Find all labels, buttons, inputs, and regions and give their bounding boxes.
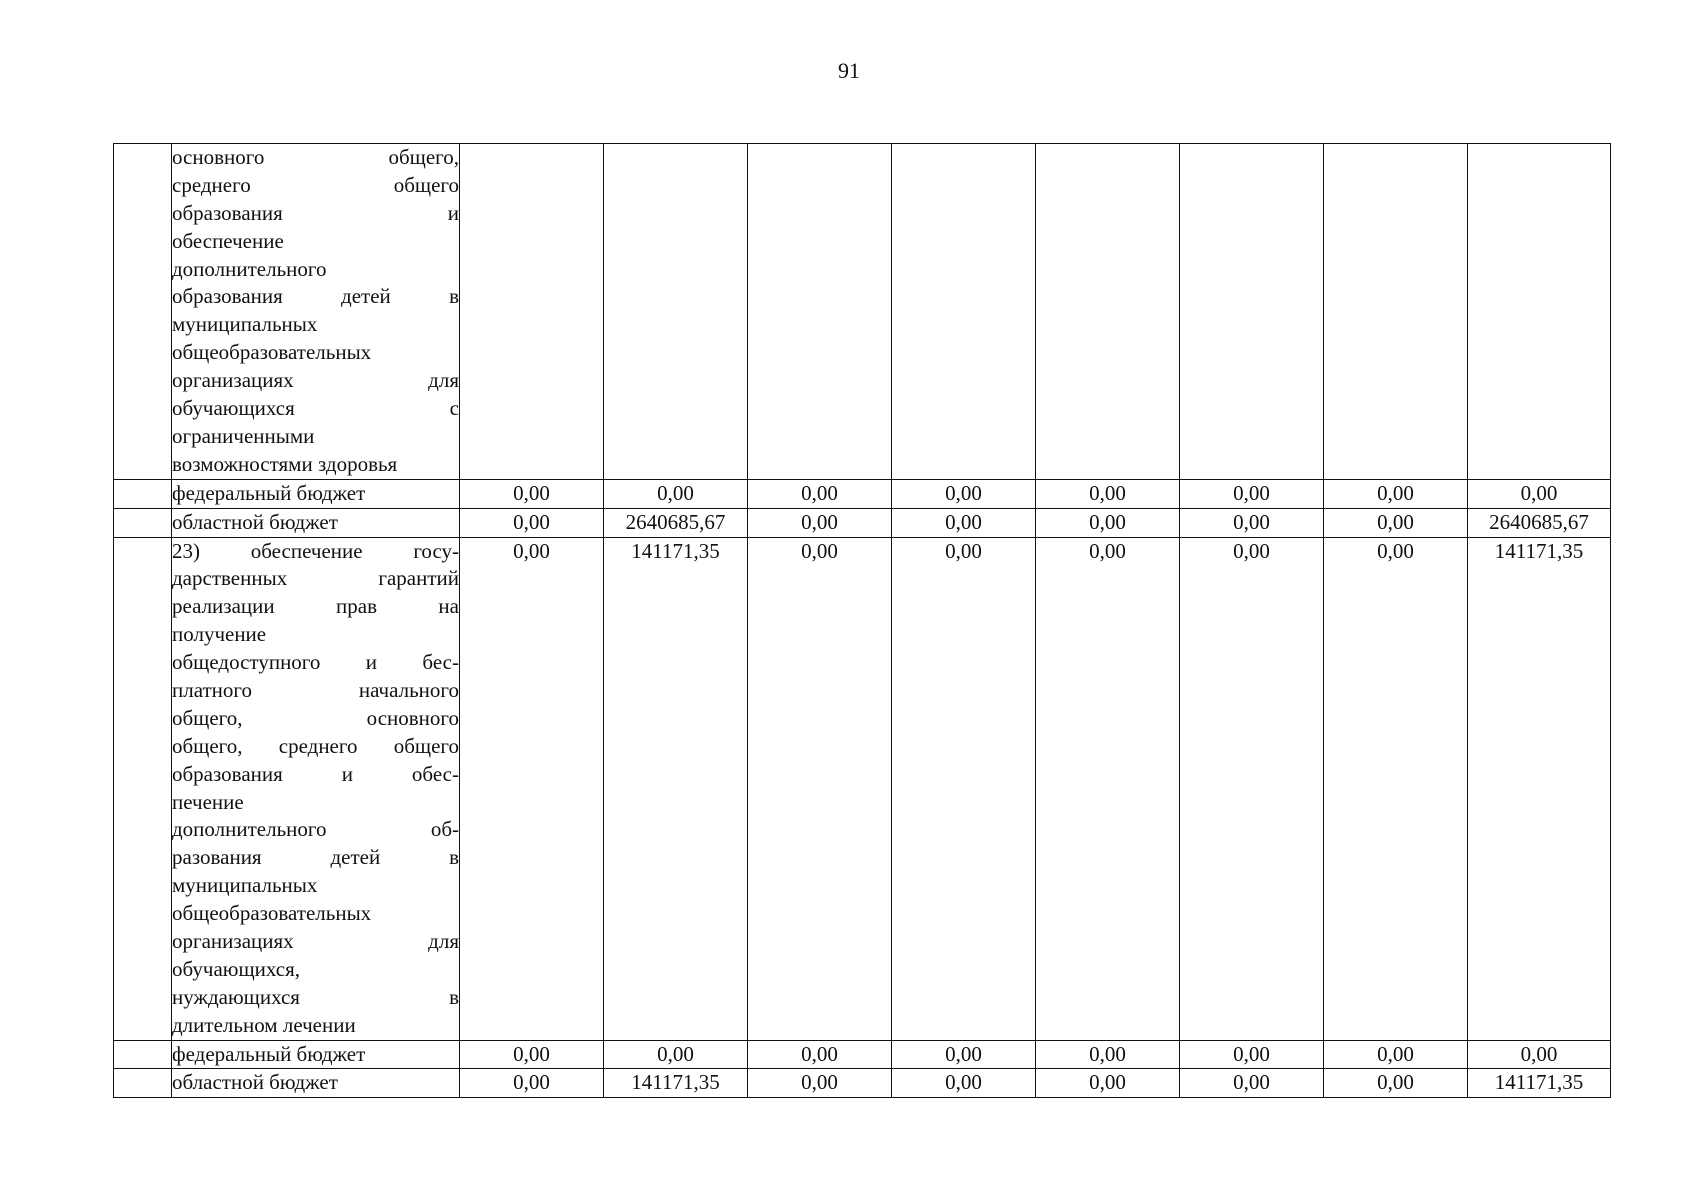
budget-label-cell: федеральный бюджет [172, 479, 460, 508]
table-row-description [114, 144, 1611, 480]
value-cell: 0,00 [460, 479, 604, 508]
value-cell: 0,00 [1180, 508, 1324, 537]
value-cell [1036, 144, 1180, 480]
value-cell: 0,00 [892, 1040, 1036, 1069]
budget-label-cell: федеральный бюджет [172, 1040, 460, 1069]
value-cell: 0,00 [748, 537, 892, 1040]
description-line: муниципальных [172, 873, 318, 898]
table-row-budget [114, 1069, 1611, 1098]
row-number-cell [114, 508, 172, 537]
value-cell: 0,00 [1036, 479, 1180, 508]
description-line: разования детей в [172, 845, 459, 870]
description-line: получение [172, 622, 267, 647]
value-cell: 0,00 [1180, 479, 1324, 508]
description-line: 23) обеспечение госу- [172, 538, 459, 563]
value-cell: 2640685,67 [604, 508, 748, 537]
table-row-budget [114, 508, 1611, 537]
value-cell [748, 144, 892, 480]
value-cell: 0,00 [1180, 1069, 1324, 1098]
description-line: общедоступного и бес- [172, 650, 459, 675]
value-cell: 141171,35 [1468, 1069, 1611, 1098]
row-number-cell [114, 144, 172, 480]
table-body [114, 144, 1611, 1098]
value-cell: 0,00 [892, 479, 1036, 508]
value-cell: 2640685,67 [1468, 508, 1611, 537]
value-cell: 0,00 [892, 1069, 1036, 1098]
description-line: среднего общего [172, 172, 459, 197]
value-cell: 0,00 [892, 537, 1036, 1040]
table-row-budget [114, 1040, 1611, 1069]
value-cell: 141171,35 [604, 537, 748, 1040]
value-cell: 0,00 [1036, 537, 1180, 1040]
description-line: платного начального [172, 677, 459, 702]
description-line: обучающихся с [172, 396, 459, 421]
row-number-cell [114, 1040, 172, 1069]
value-cell: 0,00 [1468, 1040, 1611, 1069]
description-line: ограниченными [172, 423, 315, 448]
value-cell [1468, 144, 1611, 480]
description-line: образования детей в [172, 284, 459, 309]
value-cell: 0,00 [1180, 537, 1324, 1040]
value-cell: 0,00 [604, 479, 748, 508]
description-line: возможностями здоровья [172, 451, 398, 476]
value-cell: 0,00 [1324, 537, 1468, 1040]
table-row-budget [114, 479, 1611, 508]
value-cell: 0,00 [748, 1069, 892, 1098]
value-cell [1324, 144, 1468, 480]
value-cell: 0,00 [748, 508, 892, 537]
value-cell: 0,00 [1324, 1069, 1468, 1098]
value-cell: 0,00 [460, 508, 604, 537]
value-cell: 0,00 [1324, 479, 1468, 508]
value-cell: 0,00 [460, 1069, 604, 1098]
description-line: дополнительного [172, 256, 327, 281]
description-line: общеобразовательных [172, 340, 372, 365]
description-cell [172, 144, 460, 480]
value-cell: 141171,35 [1468, 537, 1611, 1040]
budget-label-cell: областной бюджет [172, 1069, 460, 1098]
description-line: организациях для [172, 928, 459, 953]
value-cell: 0,00 [748, 479, 892, 508]
description-line: дополнительного об- [172, 817, 459, 842]
value-cell: 0,00 [460, 1040, 604, 1069]
description-line: дарственных гарантий [172, 566, 459, 591]
value-cell [460, 144, 604, 480]
row-number-cell [114, 1069, 172, 1098]
value-cell: 141171,35 [604, 1069, 748, 1098]
value-cell: 0,00 [892, 508, 1036, 537]
value-cell: 0,00 [604, 1040, 748, 1069]
description-line: образования и [172, 200, 459, 225]
row-number-cell [114, 479, 172, 508]
description-line: обеспечение [172, 228, 284, 253]
description-line: длительном лечении [172, 1012, 356, 1037]
description-cell [172, 537, 460, 1040]
budget-label-cell: областной бюджет [172, 508, 460, 537]
row-number-cell [114, 537, 172, 1040]
value-cell: 0,00 [1468, 479, 1611, 508]
description-line: нуждающихся в [172, 984, 459, 1009]
value-cell [892, 144, 1036, 480]
value-cell: 0,00 [1324, 1040, 1468, 1069]
description-line: обучающихся, [172, 956, 300, 981]
description-line: основного общего, [172, 145, 459, 169]
description-line: муниципальных [172, 312, 318, 337]
budget-table [113, 143, 1611, 1098]
table-row-description [114, 537, 1611, 1040]
value-cell: 0,00 [748, 1040, 892, 1069]
description-line: образования и обес- [172, 761, 459, 786]
description-line: общеобразовательных [172, 901, 372, 926]
description-line: печение [172, 789, 244, 814]
value-cell: 0,00 [460, 537, 604, 1040]
description-line: реализации прав на [172, 594, 459, 619]
description-line: общего, среднего общего [172, 733, 459, 758]
page-number: 91 [838, 58, 860, 83]
value-cell [604, 144, 748, 480]
value-cell [1180, 144, 1324, 480]
description-line: общего, основного [172, 705, 459, 730]
value-cell: 0,00 [1036, 1040, 1180, 1069]
description-line: организациях для [172, 368, 459, 393]
value-cell: 0,00 [1036, 508, 1180, 537]
value-cell: 0,00 [1036, 1069, 1180, 1098]
value-cell: 0,00 [1180, 1040, 1324, 1069]
value-cell: 0,00 [1324, 508, 1468, 537]
